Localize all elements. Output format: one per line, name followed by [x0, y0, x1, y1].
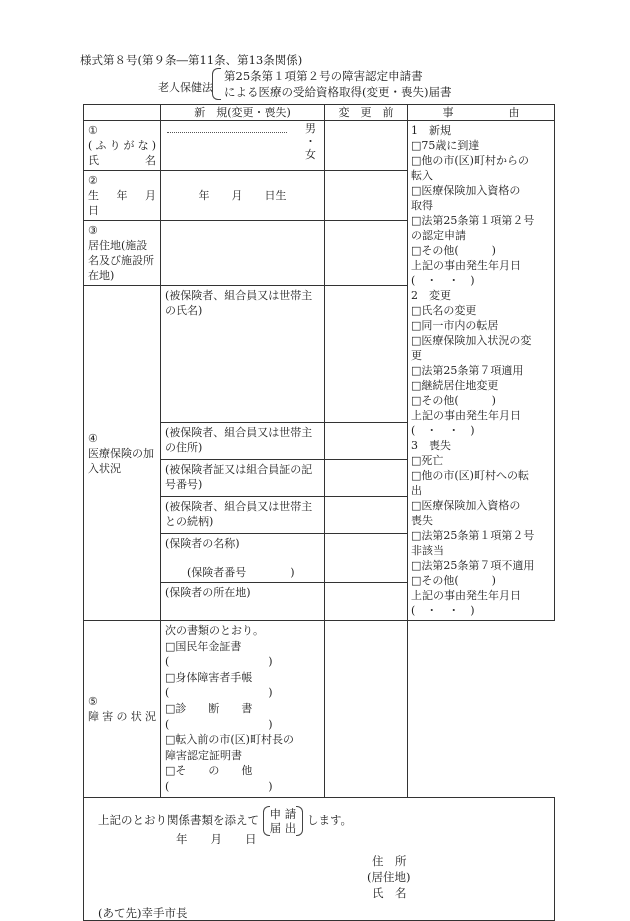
- insured-address-before[interactable]: [325, 423, 408, 460]
- reason-item: 上記の事由発生年月日: [411, 259, 521, 272]
- form-subtitle-line1: 第25条第１項第２号の障害認定申請書: [224, 69, 423, 83]
- reason-item: ( ・ ・ ): [411, 604, 475, 617]
- document-item[interactable]: □診 断 書: [165, 701, 253, 715]
- reason-item[interactable]: □法第25条第７項適用: [411, 364, 524, 377]
- header-reason: 事 由: [408, 105, 555, 121]
- header-before: 変 更 前: [325, 105, 408, 121]
- reason-item: 更: [411, 349, 422, 362]
- declaration-date[interactable]: 年 月 日: [176, 831, 257, 846]
- reason-item: 転入: [411, 169, 433, 182]
- declaration-row: [84, 797, 555, 920]
- insurer-address-field[interactable]: (保険者の所在地): [161, 583, 325, 621]
- insurer-number: (保険者番号 ): [187, 566, 295, 579]
- reason-item[interactable]: □医療保険加入資格の: [411, 499, 521, 512]
- furigana-dotted-line: [167, 123, 287, 133]
- addressee: (あて先)幸手市長: [98, 905, 188, 920]
- document-item: ( ): [165, 779, 273, 793]
- reason-item: 喪失: [411, 514, 433, 527]
- reason-column[interactable]: [408, 121, 555, 621]
- document-item[interactable]: □国民年金証書: [165, 639, 242, 653]
- reason-item[interactable]: □死亡: [411, 454, 444, 467]
- reason-item[interactable]: □75歳に到達: [411, 139, 480, 152]
- applicant-residence-label: (居住地): [367, 869, 411, 884]
- reason-item[interactable]: □医療保険加入状況の変: [411, 334, 532, 347]
- reason-item[interactable]: □法第25条第７項不適用: [411, 559, 535, 572]
- reason-item: 出: [411, 484, 422, 497]
- insured-name-field[interactable]: (被保険者、組合員又は世帯主の氏名): [161, 286, 325, 423]
- reason-item: 2 変更: [411, 289, 451, 302]
- disability-documents[interactable]: 次の書類のとおり。 □国民年金証書 ( ) □身体障害者手帳 ( ) □診 断 書 ( ) □転入前の市(区)町村長の 障害認定証明書 □そ の 他 ( ): [161, 621, 325, 798]
- insured-address-field[interactable]: (被保険者、組合員又は世帯主の住所): [161, 423, 325, 460]
- reason-item[interactable]: □継続居住地変更: [411, 379, 499, 392]
- reason-item[interactable]: □他の市(区)町村からの: [411, 154, 529, 167]
- reason-item: の認定申請: [411, 229, 466, 242]
- reason-item[interactable]: □その他( ): [411, 574, 496, 587]
- document-item: ( ): [165, 686, 273, 700]
- name-field[interactable]: [161, 121, 325, 171]
- reason-item[interactable]: □法第25条第１項第２号: [411, 214, 535, 227]
- declaration-statement: 上記のとおり関係書類を添えて 申 請 届 出 します。: [98, 806, 353, 835]
- reason-item[interactable]: □氏名の変更: [411, 304, 477, 317]
- disability-label: ⑤ 障害の状況: [84, 621, 161, 798]
- reason-item: 上記の事由発生年月日: [411, 409, 521, 422]
- birthdate-before-field[interactable]: [325, 171, 408, 221]
- reason-item: 上記の事由発生年月日: [411, 589, 521, 602]
- insurer-name-before[interactable]: [325, 534, 408, 583]
- insurance-card-number-before[interactable]: [325, 460, 408, 497]
- document-item[interactable]: □転入前の市(区)町村長の: [165, 733, 294, 747]
- reason-item[interactable]: □その他( ): [411, 394, 496, 407]
- reason-list[interactable]: [411, 123, 551, 618]
- applicant-address-label: 住 所: [372, 853, 407, 868]
- relationship-before[interactable]: [325, 497, 408, 534]
- relationship-field[interactable]: (被保険者、組合員又は世帯主との続柄): [161, 497, 325, 534]
- reason-item[interactable]: □医療保険加入資格の: [411, 184, 521, 197]
- name-before-field[interactable]: [325, 121, 408, 171]
- document-item: ( ): [165, 655, 273, 669]
- residence-label: ③ 居住地(施設名及び施設所在地): [84, 221, 161, 286]
- sex-select[interactable]: 男 ・ 女: [305, 122, 316, 161]
- applicant-name-label: 氏 名: [372, 885, 407, 900]
- insurer-address-before[interactable]: [325, 583, 408, 621]
- reason-item: 非該当: [411, 544, 444, 557]
- reason-item[interactable]: □他の市(区)町村への転: [411, 469, 529, 482]
- reason-item: 1 新規: [411, 124, 451, 137]
- birthdate-field[interactable]: 年 月 日生: [161, 171, 325, 221]
- reason-item: 取得: [411, 199, 433, 212]
- reason-item[interactable]: □その他( ): [411, 244, 496, 257]
- form-number: 様式第８号(第９条―第11条、第13条関係): [80, 53, 303, 67]
- name-label: ① (ふりがな) 氏 名: [84, 121, 161, 171]
- insured-name-before[interactable]: [325, 286, 408, 423]
- insurance-label: ④ 医療保険の加入状況: [84, 286, 161, 621]
- insurer-name-field[interactable]: (保険者の名称) (保険者番号 ): [161, 534, 325, 583]
- apply-notify-choice[interactable]: 申 請 届 出: [269, 806, 297, 835]
- disability-before-field[interactable]: [325, 621, 408, 798]
- reason-item: 3 喪失: [411, 439, 451, 452]
- insurance-card-number-field[interactable]: (被保険者証又は組合員証の記号番号): [161, 460, 325, 497]
- disability-row: [84, 621, 555, 798]
- document-item[interactable]: □そ の 他: [165, 764, 253, 778]
- residence-field[interactable]: [161, 221, 325, 286]
- birthdate-label: ② 生 年 月 日: [84, 171, 161, 221]
- form-subtitle-line2: による医療の受給資格取得(変更・喪失)届書: [224, 85, 452, 99]
- reason-item[interactable]: □同一市内の転居: [411, 319, 499, 332]
- law-name: 老人保健法: [158, 81, 213, 94]
- document-list[interactable]: [165, 639, 320, 795]
- header-row: [84, 105, 555, 121]
- reason-item: ( ・ ・ ): [411, 424, 475, 437]
- reason-item: ( ・ ・ ): [411, 274, 475, 287]
- title-brace: [212, 68, 221, 100]
- name-row: [84, 121, 555, 171]
- form-table: [83, 104, 555, 921]
- document-item: ( ): [165, 717, 273, 731]
- declaration-section: [84, 797, 555, 920]
- residence-before-field[interactable]: [325, 221, 408, 286]
- reason-item[interactable]: □法第25条第１項第２号: [411, 529, 535, 542]
- header-new: 新 規(変更・喪失): [161, 105, 325, 121]
- document-item: 障害認定証明書: [165, 748, 242, 762]
- document-item[interactable]: □身体障害者手帳: [165, 670, 253, 684]
